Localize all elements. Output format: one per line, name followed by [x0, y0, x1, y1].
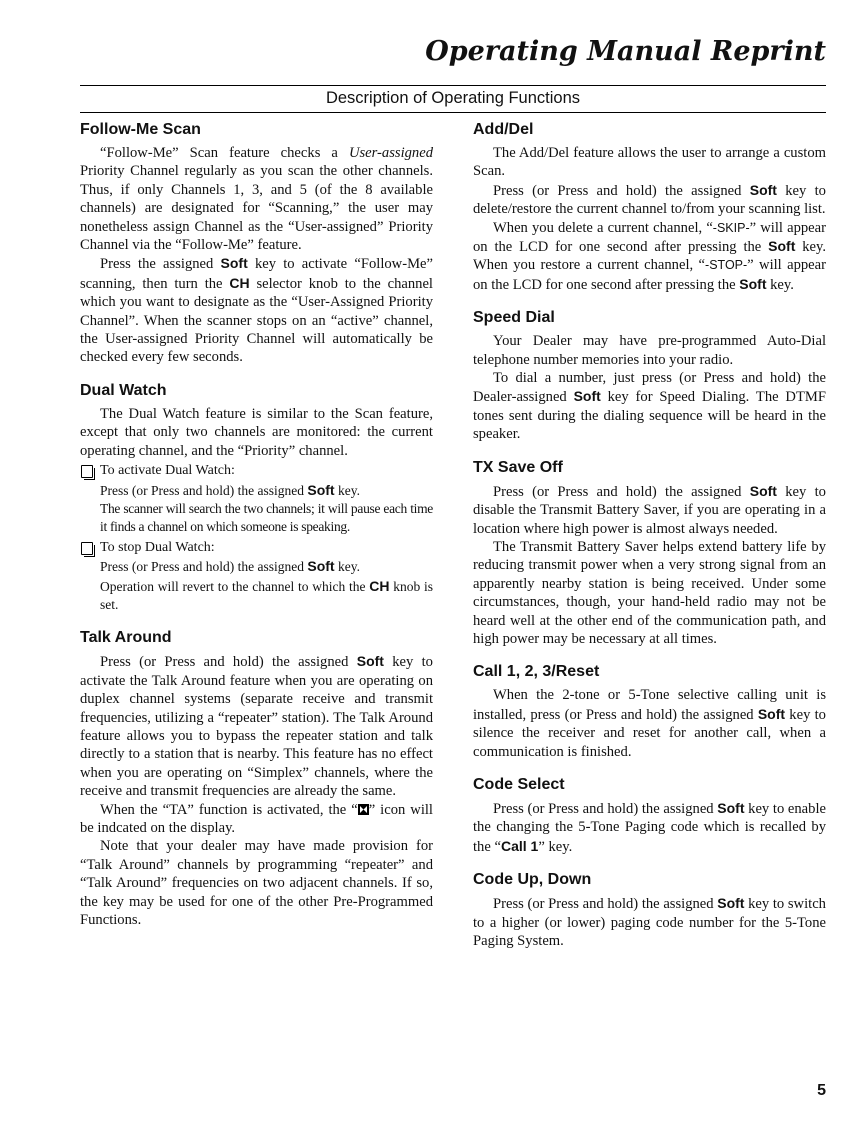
section-heading: TX Save Off	[473, 458, 563, 476]
paragraph: Press (or Press and hold) the assigned Soft key to delete/restore the current channel to/from your scanning list.	[473, 181, 826, 218]
paragraph: The Transmit Battery Saver helps extend battery life by reducing transmit power when a very strong signal from an apparently nearby station is being received. Under some circumstances, though, your hand-held radio may not be heard well at the other end of the communication path, and high power may be necessary at all times.	[473, 538, 826, 647]
bullet-activate-dual-watch: To activate Dual Watch: Press (or Press and hold) the assigned Soft key. The scanner will search the two channels; it will pause each time it finds a channel on which someone is speaking.	[80, 462, 433, 537]
section-code-select	[473, 775, 826, 856]
paragraph: To dial a number, just press (or Press and hold) the Dealer-assigned Soft key for Speed Dialing. The DTMF tones sent during the dialing sequence will be heard in the speaker.	[473, 370, 826, 443]
page-number: 5	[817, 1082, 826, 1099]
paragraph: “Follow-Me” Scan feature checks a User-assigned Priority Channel regularly as you scan the other channels. Thus, if only Channels 1, 3, and 5 (of the 8 available channels) are designated for “Scanning,” the user may nonetheless assign Channel as the “User-assigned” Priority Channel via the “Follow-Me” feature.	[80, 145, 433, 254]
section-call-reset	[473, 662, 826, 761]
paragraph: The Add/Del feature allows the user to arrange a custom Scan.	[473, 145, 826, 180]
checkbox-bullet-icon	[81, 542, 93, 555]
section-heading: Dual Watch	[80, 381, 167, 399]
paragraph: Press (or Press and hold) the assigned Soft key to activate the Talk Around feature when you are operating on duplex channel systems (separate receive and transmit frequencies, utilizing a “repeater” station). The Talk Around feature allows you to bypass the repeater station and talk directly to a station that is nearby. This feature has no effect when you are operating on “Simplex” channels, where the receive and transmit frequencies are already the same.	[80, 653, 433, 800]
section-heading: Add/Del	[473, 121, 534, 138]
page-header-title: Operating Manual Reprint	[425, 36, 826, 67]
paragraph: When you delete a current channel, “-SKIP-” will appear on the LCD for one second after pressing the Soft key. When you restore a current channel, “-STOP-” will appear on the LCD for one second after pressing the Soft key.	[473, 219, 827, 293]
paragraph: Press the assigned Soft key to activate “Follow-Me” scanning, then turn the CH selector knob to the channel which you want to designate as the “User-Assigned Priority Channel”. When the scanner stops on an “active” channel, the User-assigned Priority Channel will automatically be checked every few seconds.	[80, 255, 433, 366]
section-code-up-down	[473, 870, 826, 950]
left-column	[80, 120, 433, 929]
section-dual-watch	[80, 381, 433, 614]
section-talk-around	[80, 628, 433, 929]
section-tx-save-off	[473, 458, 826, 649]
header-bottom-rule	[80, 112, 826, 113]
section-heading: Call 1, 2, 3/Reset	[473, 663, 600, 681]
section-subtitle: Description of Operating Functions	[325, 89, 581, 107]
bullet-stop-dual-watch: To stop Dual Watch: Press (or Press and hold) the assigned Soft key. Operation will revert to the channel to which the CH knob is set.	[80, 539, 433, 615]
section-heading: Code Select	[473, 775, 565, 793]
checkbox-bullet-icon	[81, 465, 93, 478]
section-follow-me-scan	[80, 120, 433, 367]
paragraph: Press (or Press and hold) the assigned Soft key to disable the Transmit Battery Saver, if you are operating in a location where high power is almost always needed.	[473, 482, 826, 537]
paragraph: Your Dealer may have pre-programmed Auto-Dial telephone number memories into your radio.	[473, 333, 826, 368]
paragraph: When the “TA” function is activated, the “ ” icon will be indcated on the display.	[80, 801, 433, 836]
section-heading: Code Up, Down	[473, 871, 592, 889]
section-speed-dial	[473, 308, 826, 443]
talk-around-icon	[358, 804, 369, 815]
paragraph: The Dual Watch feature is similar to the Scan feature, except that only two channels are monitored: the current operating channel, and the “Priority” channel.	[80, 405, 433, 459]
section-heading: Follow-Me Scan	[80, 121, 201, 138]
paragraph: Press (or Press and hold) the assigned Soft key to switch to a higher (or lower) paging code number for the 5-Tone Paging System.	[473, 895, 826, 949]
section-heading: Speed Dial	[473, 309, 555, 327]
paragraph: Note that your dealer may have made provision for “Talk Around” channels by programming “repeater” and “Talk Around” frequencies on two adjacent channels. If so, the key may be used for one of the other Pre-Programmed Functions.	[80, 838, 433, 929]
header-top-rule	[80, 85, 826, 86]
right-column	[473, 120, 826, 950]
section-heading: Talk Around	[80, 629, 172, 647]
paragraph: When the 2-tone or 5-Tone selective calling unit is installed, press (or Press and hold) the assigned Soft key to silence the receiver and reset for another call, when a communication is finished.	[473, 687, 826, 760]
section-add-del	[473, 120, 826, 294]
paragraph: Press (or Press and hold) the assigned Soft key to enable the changing the 5-Tone Paging code which is recalled by the “Call 1” key.	[473, 799, 826, 855]
